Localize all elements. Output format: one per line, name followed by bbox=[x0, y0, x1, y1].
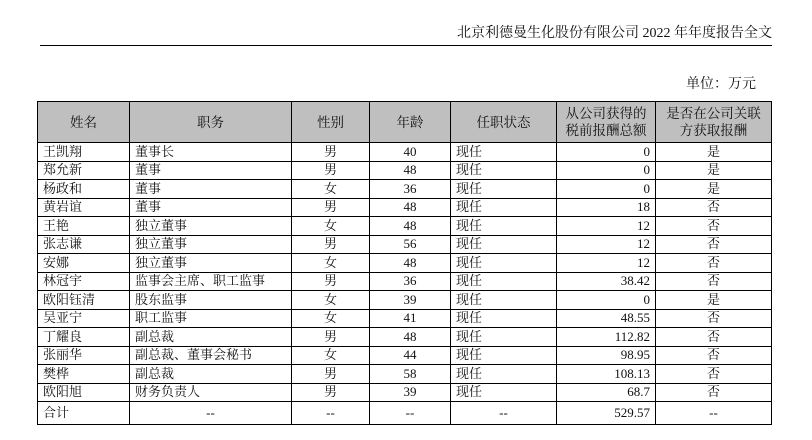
cell-gender: 女 bbox=[292, 254, 370, 273]
cell-status: 现任 bbox=[451, 143, 557, 162]
cell-pay: 68.7 bbox=[557, 383, 656, 402]
table-row bbox=[38, 272, 772, 291]
cell-age: 40 bbox=[370, 143, 451, 162]
total-row bbox=[38, 402, 772, 425]
cell-related-party: 否 bbox=[656, 309, 772, 328]
cell-position: 职工监事 bbox=[130, 309, 292, 328]
cell-position: 副总裁 bbox=[130, 365, 292, 384]
cell-status: 现任 bbox=[451, 291, 557, 310]
table-row bbox=[38, 161, 772, 180]
cell-name: 欧阳钰清 bbox=[38, 291, 130, 310]
cell-name: 杨政和 bbox=[38, 180, 130, 199]
table-row bbox=[38, 365, 772, 384]
cell-name: 王艳 bbox=[38, 217, 130, 236]
cell-pay: 108.13 bbox=[557, 365, 656, 384]
cell-related-party: 是 bbox=[656, 180, 772, 199]
cell-position: 董事 bbox=[130, 198, 292, 217]
cell-position: 副总裁、董事会秘书 bbox=[130, 346, 292, 365]
cell-gender: 男 bbox=[292, 328, 370, 347]
header-divider bbox=[40, 45, 772, 46]
cell-position: 财务负责人 bbox=[130, 383, 292, 402]
cell-related-party: 否 bbox=[656, 383, 772, 402]
cell-position: 监事会主席、职工监事 bbox=[130, 272, 292, 291]
cell-status: 现任 bbox=[451, 254, 557, 273]
cell-gender: 男 bbox=[292, 143, 370, 162]
cell-gender: 男 bbox=[292, 198, 370, 217]
column-header-status: 任职状态 bbox=[451, 102, 557, 143]
column-header-position: 职务 bbox=[130, 102, 292, 143]
column-header-name: 姓名 bbox=[38, 102, 130, 143]
cell-status: 现任 bbox=[451, 198, 557, 217]
cell-age: 39 bbox=[370, 383, 451, 402]
cell-position: 董事长 bbox=[130, 143, 292, 162]
cell-gender: 女 bbox=[292, 309, 370, 328]
cell-related-party: 否 bbox=[656, 272, 772, 291]
cell-position: 副总裁 bbox=[130, 328, 292, 347]
cell-name: 安娜 bbox=[38, 254, 130, 273]
cell-pay: 12 bbox=[557, 217, 656, 236]
cell-gender: 男 bbox=[292, 272, 370, 291]
cell-status: 现任 bbox=[451, 383, 557, 402]
cell-age: 39 bbox=[370, 291, 451, 310]
cell-pay: 529.57 bbox=[557, 402, 656, 425]
cell-pay: 12 bbox=[557, 254, 656, 273]
cell-pay: 12 bbox=[557, 235, 656, 254]
cell-position: 独立董事 bbox=[130, 254, 292, 273]
cell-pay: 112.82 bbox=[557, 328, 656, 347]
cell-status: 现任 bbox=[451, 161, 557, 180]
table-row bbox=[38, 328, 772, 347]
cell-related-party: 否 bbox=[656, 235, 772, 254]
table-header-row bbox=[38, 102, 772, 143]
cell-gender: 女 bbox=[292, 346, 370, 365]
cell-age: 36 bbox=[370, 180, 451, 199]
cell-age: 56 bbox=[370, 235, 451, 254]
cell-position: 独立董事 bbox=[130, 235, 292, 254]
table-row bbox=[38, 180, 772, 199]
cell-age: 48 bbox=[370, 254, 451, 273]
report-header-title: 北京利德曼生化股份有限公司 2022 年年度报告全文 bbox=[457, 26, 772, 41]
cell-gender: 女 bbox=[292, 180, 370, 199]
cell-age: 41 bbox=[370, 309, 451, 328]
cell-age: 58 bbox=[370, 365, 451, 384]
cell-position: 独立董事 bbox=[130, 217, 292, 236]
cell-status: 现任 bbox=[451, 272, 557, 291]
cell-related-party: 否 bbox=[656, 217, 772, 236]
cell-status: 现任 bbox=[451, 309, 557, 328]
cell-age: 48 bbox=[370, 217, 451, 236]
cell-related-party: 是 bbox=[656, 161, 772, 180]
table-row bbox=[38, 217, 772, 236]
cell-related-party: 是 bbox=[656, 291, 772, 310]
cell-name: 丁耀良 bbox=[38, 328, 130, 347]
table-row bbox=[38, 346, 772, 365]
cell-name: 张丽华 bbox=[38, 346, 130, 365]
cell-status: 现任 bbox=[451, 180, 557, 199]
compensation-table bbox=[37, 101, 772, 425]
cell-related-party: 否 bbox=[656, 346, 772, 365]
cell-name: 黄岩谊 bbox=[38, 198, 130, 217]
cell-name: 欧阳旭 bbox=[38, 383, 130, 402]
table-body bbox=[38, 143, 772, 425]
cell-status: 现任 bbox=[451, 365, 557, 384]
cell-gender: 女 bbox=[292, 217, 370, 236]
cell-position: 董事 bbox=[130, 180, 292, 199]
cell-age: 44 bbox=[370, 346, 451, 365]
cell-pay: 38.42 bbox=[557, 272, 656, 291]
cell-name: 樊桦 bbox=[38, 365, 130, 384]
column-header-gender: 性别 bbox=[292, 102, 370, 143]
cell-name: 吴亚宁 bbox=[38, 309, 130, 328]
cell-status: 现任 bbox=[451, 235, 557, 254]
cell-age: -- bbox=[370, 402, 451, 425]
cell-age: 36 bbox=[370, 272, 451, 291]
unit-label: 单位：万元 bbox=[686, 77, 756, 92]
table-row bbox=[38, 235, 772, 254]
cell-position: 股东监事 bbox=[130, 291, 292, 310]
cell-status: 现任 bbox=[451, 217, 557, 236]
cell-age: 48 bbox=[370, 328, 451, 347]
cell-related-party: 否 bbox=[656, 328, 772, 347]
cell-pay: 0 bbox=[557, 291, 656, 310]
cell-pay: 18 bbox=[557, 198, 656, 217]
cell-position: -- bbox=[130, 402, 292, 425]
table-row bbox=[38, 291, 772, 310]
cell-gender: 男 bbox=[292, 365, 370, 384]
cell-related-party: 否 bbox=[656, 198, 772, 217]
table-row bbox=[38, 309, 772, 328]
cell-pay: 98.95 bbox=[557, 346, 656, 365]
cell-gender: 女 bbox=[292, 291, 370, 310]
cell-gender: 男 bbox=[292, 383, 370, 402]
cell-gender: 男 bbox=[292, 161, 370, 180]
cell-related-party: 是 bbox=[656, 143, 772, 162]
cell-name: 张志谦 bbox=[38, 235, 130, 254]
table-row bbox=[38, 143, 772, 162]
column-header-related-party: 是否在公司关联方获取报酬 bbox=[656, 102, 772, 143]
cell-pay: 0 bbox=[557, 143, 656, 162]
cell-pay: 48.55 bbox=[557, 309, 656, 328]
table-row bbox=[38, 254, 772, 273]
column-header-age: 年龄 bbox=[370, 102, 451, 143]
table-row bbox=[38, 383, 772, 402]
table-row bbox=[38, 198, 772, 217]
cell-name: 合计 bbox=[38, 402, 130, 425]
cell-age: 48 bbox=[370, 161, 451, 180]
cell-status: 现任 bbox=[451, 328, 557, 347]
cell-name: 林冠宇 bbox=[38, 272, 130, 291]
cell-related-party: 否 bbox=[656, 254, 772, 273]
cell-status: -- bbox=[451, 402, 557, 425]
cell-age: 48 bbox=[370, 198, 451, 217]
cell-status: 现任 bbox=[451, 346, 557, 365]
cell-pay: 0 bbox=[557, 161, 656, 180]
cell-related-party: -- bbox=[656, 402, 772, 425]
cell-position: 董事 bbox=[130, 161, 292, 180]
column-header-pay: 从公司获得的税前报酬总额 bbox=[557, 102, 656, 143]
cell-related-party: 否 bbox=[656, 365, 772, 384]
cell-pay: 0 bbox=[557, 180, 656, 199]
cell-name: 王凯翔 bbox=[38, 143, 130, 162]
cell-gender: -- bbox=[292, 402, 370, 425]
cell-gender: 男 bbox=[292, 235, 370, 254]
cell-name: 郑允新 bbox=[38, 161, 130, 180]
